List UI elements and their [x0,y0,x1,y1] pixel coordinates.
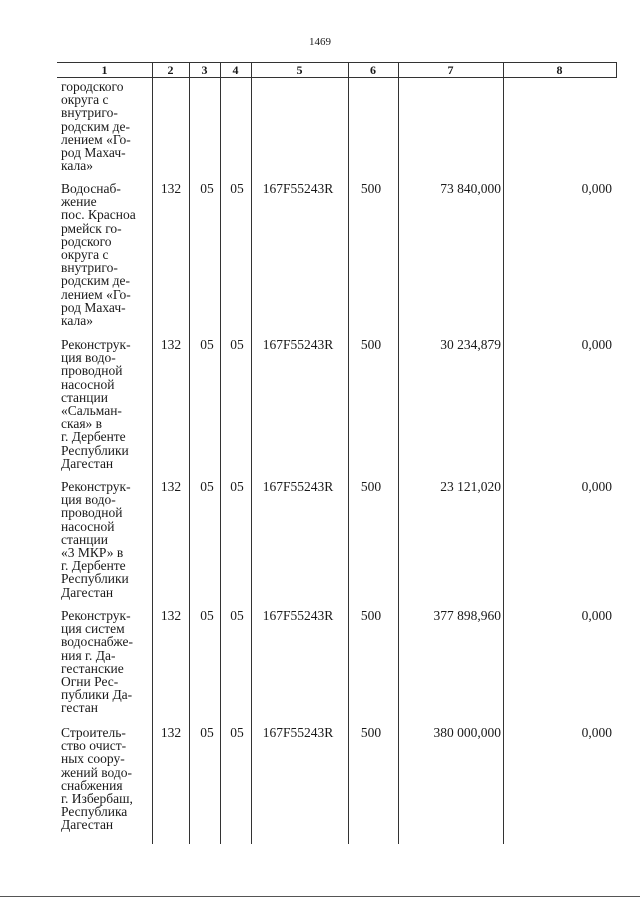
column-header: 8 [556,63,563,77]
column-header: 4 [232,63,239,77]
cell-col-7: 30 234,879 [440,337,501,352]
cell-col-4: 05 [230,337,244,352]
column-divider [398,62,399,844]
cell-col-2: 132 [160,337,182,352]
cell-col-8: 0,000 [581,337,612,352]
column-header: 5 [296,63,303,77]
cell-col-8: 0,000 [581,608,612,623]
cell-col-3: 05 [200,337,214,352]
row-name: Водоснаб- жение пос. Красноа рмейск го- родского округа с внутриго- родским де- лением «Го- род Махач- кала» [61,181,136,329]
cell-col-4: 05 [230,608,244,623]
cell-col-3: 05 [200,479,214,494]
cell-col-7: 73 840,000 [440,181,501,196]
column-divider [348,62,349,844]
page-number: 1469 [309,36,331,48]
cell-col-5: 167F55243R [262,337,334,352]
cell-col-3: 05 [200,725,214,740]
row-name: городского округа с внутриго- родским де- лением «Го- род Махач- кала» [61,79,131,174]
cell-col-6: 500 [360,608,382,623]
cell-col-3: 05 [200,608,214,623]
column-divider [152,62,153,844]
cell-col-4: 05 [230,479,244,494]
cell-col-6: 500 [360,725,382,740]
cell-col-6: 500 [360,479,382,494]
cell-col-2: 132 [160,181,182,196]
cell-col-5: 167F55243R [262,479,334,494]
column-divider [503,62,504,844]
cell-col-7: 377 898,960 [433,608,501,623]
cell-col-7: 380 000,000 [433,725,501,740]
row-name: Реконструк- ция водо- проводной насосной станции «Сальман- ская» в г. Дербенте Республики Дагестан [61,337,131,471]
page-footer-line [0,896,640,897]
row-name: Реконструк- ция водо- проводной насосной станции «3 МКР» в г. Дербенте Республики Дагестан [61,479,131,600]
cell-col-8: 0,000 [581,479,612,494]
cell-col-8: 0,000 [581,725,612,740]
row-name: Строитель- ство очист- ных соору- жений водо- снабжения г. Избербаш, Республика Дагестан [61,725,133,833]
cell-col-5: 167F55243R [262,725,334,740]
cell-col-4: 05 [230,181,244,196]
header-bottom-border [57,77,617,78]
column-header: 7 [447,63,454,77]
column-header: 1 [101,63,108,77]
cell-col-5: 167F55243R [262,181,334,196]
column-header: 6 [370,63,376,77]
cell-col-6: 500 [360,337,382,352]
column-divider [189,62,190,844]
cell-col-5: 167F55243R [262,608,334,623]
column-header: 3 [201,63,208,77]
budget-table [57,62,617,844]
cell-col-8: 0,000 [581,181,612,196]
column-header: 2 [167,63,174,77]
table-top-border [57,62,617,63]
cell-col-2: 132 [160,479,182,494]
cell-col-3: 05 [200,181,214,196]
cell-col-2: 132 [160,725,182,740]
cell-col-2: 132 [160,608,182,623]
row-name: Реконструк- ция систем водоснабже- ния г. Да- гестанские Огни Рес- публики Да- гестан [61,608,133,716]
cell-col-7: 23 121,020 [440,479,501,494]
column-divider [616,62,617,77]
column-divider [251,62,252,844]
cell-col-6: 500 [360,181,382,196]
cell-col-4: 05 [230,725,244,740]
